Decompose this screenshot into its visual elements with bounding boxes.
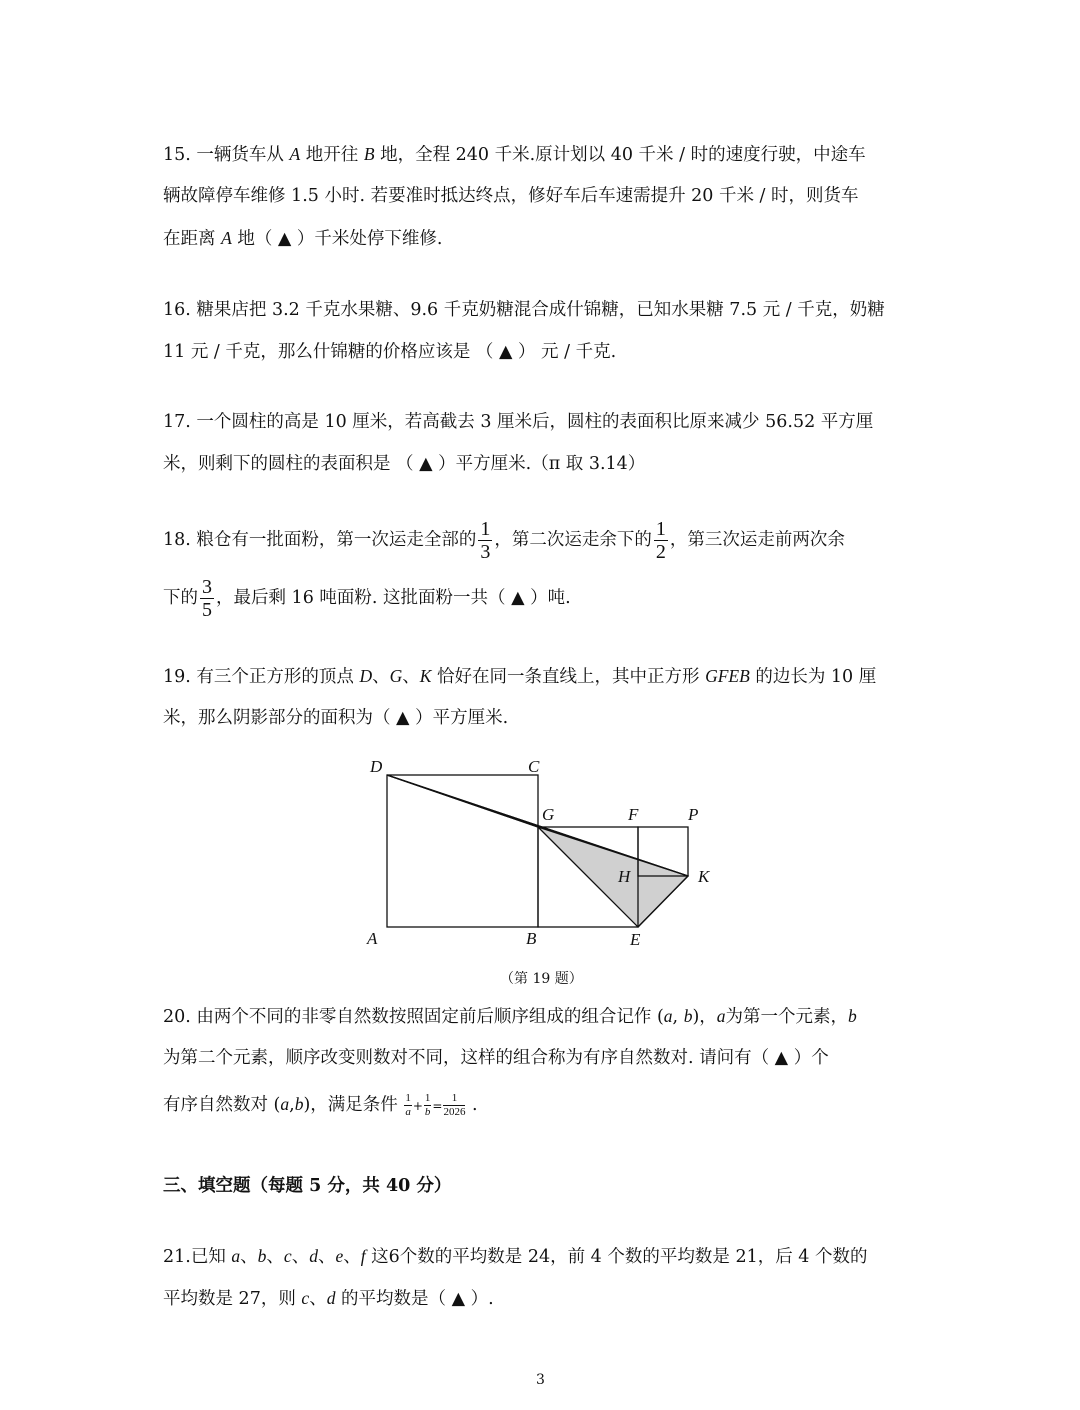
shaded-triangle-lower [538, 827, 688, 927]
label-P: P [688, 805, 699, 824]
squares-figure [360, 752, 730, 957]
label-F: F [628, 805, 639, 824]
fraction-one-over-b: $\frac{1}{b}$ [424, 1092, 431, 1118]
q16-line-1: 16. 糖果店把 3.2 千克水果糖、9.6 千克奶糖混合成什锦糖，已知水果糖 7.5 元 / 千克，奶糖 [163, 300, 885, 320]
fraction-one-over-2026: $\frac{1}{2026}$ [443, 1092, 466, 1118]
q21-line-2: 平均数是 27，则 c、d 的平均数是（ ▲ ）. [163, 1288, 494, 1309]
q19-line-1: 19. 有三个正方形的顶点 D、G、K 恰好在同一条直线上，其中正方形 GFEB 的边长为 10 厘 [163, 666, 877, 687]
fraction-one-half: $\frac{1}{2}$ [655, 518, 666, 563]
label-E: E [630, 930, 641, 949]
q20-line-3: 有序自然数对 (a,b)，满足条件 $\frac{1}{a}$ + $\frac{1}{b}$ = $\frac{1}{2026}$ . [163, 1092, 478, 1118]
line-dg [387, 775, 538, 827]
label-B: B [526, 929, 537, 948]
q21-line-1: 21.已知 a、b、c、d、e、f 这6个数的平均数是 24，前 4 个数的平均数是 21，后 4 个数的 [163, 1246, 868, 1267]
q19-line-2: 米，那么阴影部分的面积为（ ▲ ）平方厘米. [163, 708, 509, 728]
fraction-one-third: $\frac{1}{3}$ [480, 518, 491, 563]
q18-line-2: 下的 $\frac{3}{5}$ ，最后剩 16 吨面粉. 这批面粉一共（ ▲ ）吨. [163, 576, 571, 621]
fraction-one-over-a: $\frac{1}{a}$ [405, 1092, 411, 1118]
figure-caption: （第 19 题） [500, 971, 583, 987]
section-3-header: 三、填空题（每题 5 分，共 40 分） [163, 1176, 452, 1196]
label-A: A [367, 929, 378, 948]
q15-line-2: 辆故障停车维修 1.5 小时. 若要准时抵达终点，修好车后车速需提升 20 千米 / 时，则货车 [163, 186, 859, 206]
q20-line-1: 20. 由两个不同的非零自然数按照固定前后顺序组成的组合记作 (a, b)，a为第一个元素，b [163, 1006, 857, 1027]
q15-line-3: 在距离 A 地（ ▲ ）千米处停下维修. [163, 228, 443, 249]
q17-line-1: 17. 一个圆柱的高是 10 厘米，若高截去 3 厘米后，圆柱的表面积比原来减少 56.52 平方厘 [163, 412, 874, 432]
fraction-three-fifths: $\frac{3}{5}$ [202, 576, 212, 621]
q20-line-2: 为第二个元素，顺序改变则数对不同，这样的组合称为有序自然数对. 请问有（ ▲ ）个 [163, 1048, 829, 1068]
square-abcd [387, 775, 538, 927]
label-H: H [618, 867, 631, 886]
page-number: 3 [536, 1372, 545, 1388]
label-K: K [698, 867, 710, 886]
q17-line-2: 米，则剩下的圆柱的表面积是 （ ▲ ）平方厘米.（π 取 3.14） [163, 454, 646, 474]
q18-line-1: 18. 粮仓有一批面粉，第一次运走全部的 $\frac{1}{3}$ ，第二次运走余下的 $\frac{1}{2}$ ，第三次运走前两次余 [163, 518, 845, 563]
label-G: G [542, 805, 555, 824]
label-D: D [370, 757, 383, 776]
q16-line-2: 11 元 / 千克，那么什锦糖的价格应该是 （ ▲ ） 元 / 千克. [163, 342, 617, 362]
label-C: C [528, 757, 540, 776]
q15-line-1: 15. 一辆货车从 A 地开往 B 地，全程 240 千米.原计划以 40 千米 / 时的速度行驶，中途车 [163, 144, 866, 165]
